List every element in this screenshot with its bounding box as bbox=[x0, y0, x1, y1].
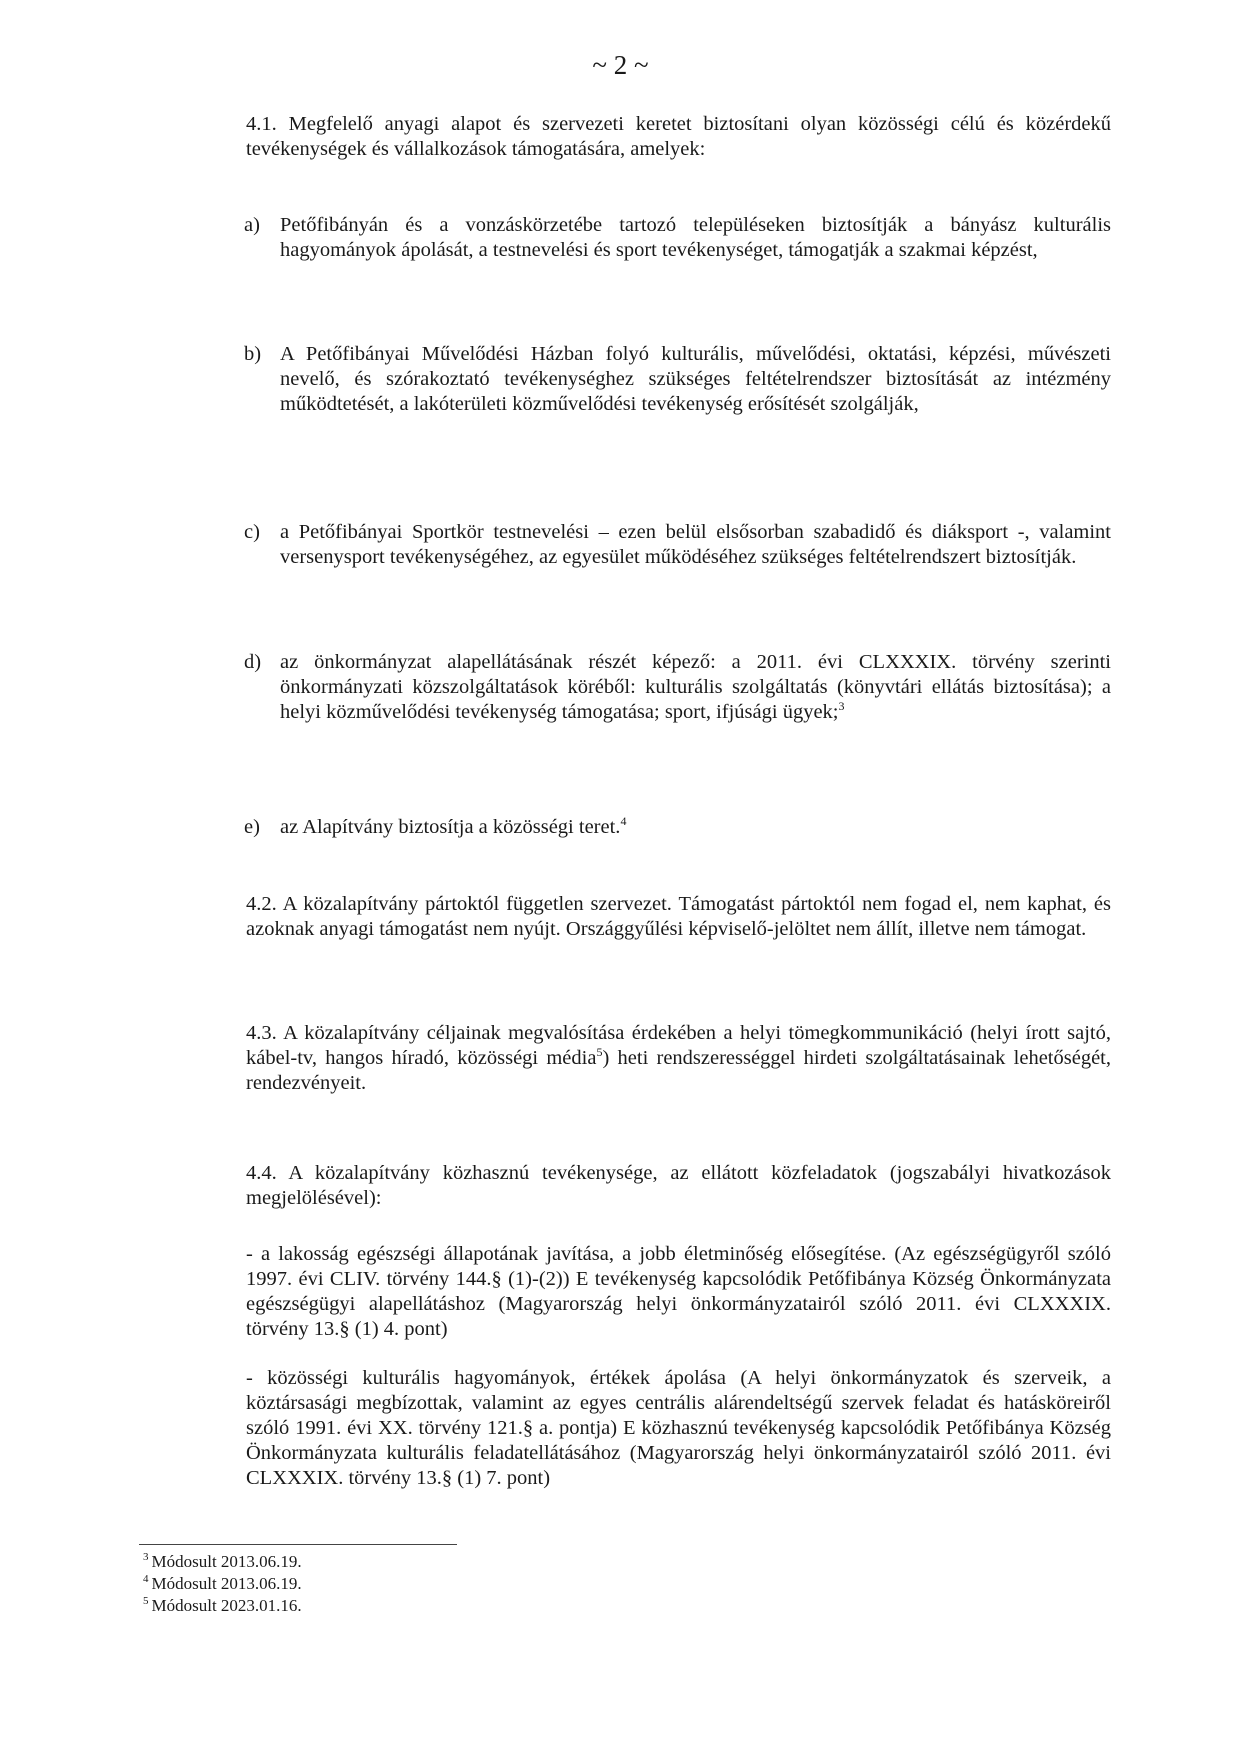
list-item-c bbox=[244, 520, 1111, 570]
item-label: c) bbox=[244, 521, 260, 543]
item-label: b) bbox=[244, 343, 262, 365]
item-label: e) bbox=[244, 816, 260, 838]
item-text: Petőfibányán és a vonzáskörzetébe tartozó településeken biztosítják a bányász kulturális hagyományok ápolását, a testnevelési és sport tevékenységet, támogatják a szakmai képzést, bbox=[280, 214, 1111, 261]
section-4-2 bbox=[246, 892, 1111, 942]
footnote-number: 5 bbox=[143, 1595, 149, 1608]
footnote bbox=[143, 1574, 302, 1594]
activity-text: - közösségi kulturális hagyományok, értékek ápolása (A helyi önkormányzatok és szerveik, a köztársasági megbízottak, valamint az egyes centrális alárendeltségű szervek feladat és hatásköreiről szóló 1991. évi XX. törvény 121.§ a. pontja) E közhasznú tevékenység kapcsolódik Petőfibánya Község Önkormányzata kulturális feladatellátásához (Magyarország helyi önkormányzatairól szóló 2011. évi CLXXXIX. törvény 13.§ (1) 7. pont) bbox=[246, 1367, 1111, 1489]
section-text: 4.2. A közalapítvány pártoktól független szervezet. Támogatást pártoktól nem fogad el, nem kaphat, és azoknak anyagi támogatást nem nyújt. Országgyűlési képviselő-jelöltet nem állít, illetve nem támogat. bbox=[246, 893, 1111, 940]
footnote-number: 4 bbox=[143, 1573, 149, 1586]
activity-item bbox=[246, 1366, 1111, 1491]
section-4-4 bbox=[246, 1161, 1111, 1211]
activity-text: - a lakosság egészségi állapotának javítása, a jobb életminőség elősegítése. (Az egészségügyről szóló 1997. évi CLIV. törvény 144.§ (1)-(2)) E tevékenység kapcsolódik Petőfibánya Község Önkormányzata egészségügyi alapellátáshoz (Magyarország helyi önkormányzatairól szóló 2011. évi CLXXXIX. törvény 13.§ (1) 4. pont) bbox=[246, 1243, 1111, 1340]
list-item-b bbox=[244, 342, 1111, 417]
footnote-text: Módosult 2023.01.16. bbox=[151, 1596, 302, 1615]
section-text-tail: ) heti rendszerességgel hirdeti szolgáltatásainak lehetőségét, rendezvényeit. bbox=[246, 1047, 1111, 1094]
footnote-number: 3 bbox=[143, 1551, 149, 1564]
list-item-d bbox=[244, 650, 1111, 725]
footnote-text: Módosult 2013.06.19. bbox=[151, 1574, 302, 1593]
footnote-ref: 4 bbox=[620, 814, 627, 829]
footnote-text: Módosult 2013.06.19. bbox=[151, 1552, 302, 1571]
footnote-divider bbox=[139, 1544, 457, 1545]
footnote bbox=[143, 1552, 302, 1572]
section-text: 4.4. A közalapítvány közhasznú tevékenysége, az ellátott közfeladatok (jogszabályi hivatkozások megjelölésével): bbox=[246, 1162, 1111, 1209]
item-label: a) bbox=[244, 214, 260, 236]
footnote-ref: 3 bbox=[838, 699, 845, 714]
item-label: d) bbox=[244, 651, 262, 673]
section-label: 4.1. bbox=[246, 113, 277, 135]
page-number: ~ 2 ~ bbox=[592, 50, 649, 80]
footnote-ref: 5 bbox=[596, 1045, 603, 1060]
footnote bbox=[143, 1596, 302, 1616]
item-text: az Alapítvány biztosítja a közösségi teret. bbox=[280, 816, 621, 838]
list-item-e bbox=[244, 814, 1111, 840]
item-text: A Petőfibányai Művelődési Házban folyó kulturális, művelődési, oktatási, képzési, művészeti nevelő, és szórakoztató tevékenységhez szükséges feltételrendszer biztosítását az intézmény működtetését, a lakóterületi közművelődési tevékenység erősítését szolgálják, bbox=[280, 343, 1111, 415]
section-4-1 bbox=[246, 112, 1111, 162]
activity-item bbox=[246, 1242, 1111, 1342]
section-text: Megfelelő anyagi alapot és szervezeti keretet biztosítani olyan közösségi célú és közérdekű tevékenységek és vállalkozások támogatására, amelyek: bbox=[246, 113, 1111, 160]
item-text: a Petőfibányai Sportkör testnevelési – ezen belül elsősorban szabadidő és diáksport -, valamint versenysport tevékenységéhez, az egyesület működéséhez szükséges feltételrendszert biztosítják. bbox=[280, 521, 1111, 568]
section-text: 4.3. A közalapítvány céljainak megvalósítása érdekében a helyi tömegkommunikáció (helyi írott sajtó, kábel-tv, hangos híradó, közösségi média bbox=[246, 1022, 1111, 1069]
section-4-3 bbox=[246, 1021, 1111, 1096]
list-item-a bbox=[244, 213, 1111, 263]
item-text: az önkormányzat alapellátásának részét képező: a 2011. évi CLXXXIX. törvény szerinti önkormányzati közszolgáltatások köréből: kulturális szolgáltatás (könyvtári ellátás biztosítása); a helyi közművelődési tevékenység támogatása; sport, ifjúsági ügyek; bbox=[280, 651, 1111, 723]
